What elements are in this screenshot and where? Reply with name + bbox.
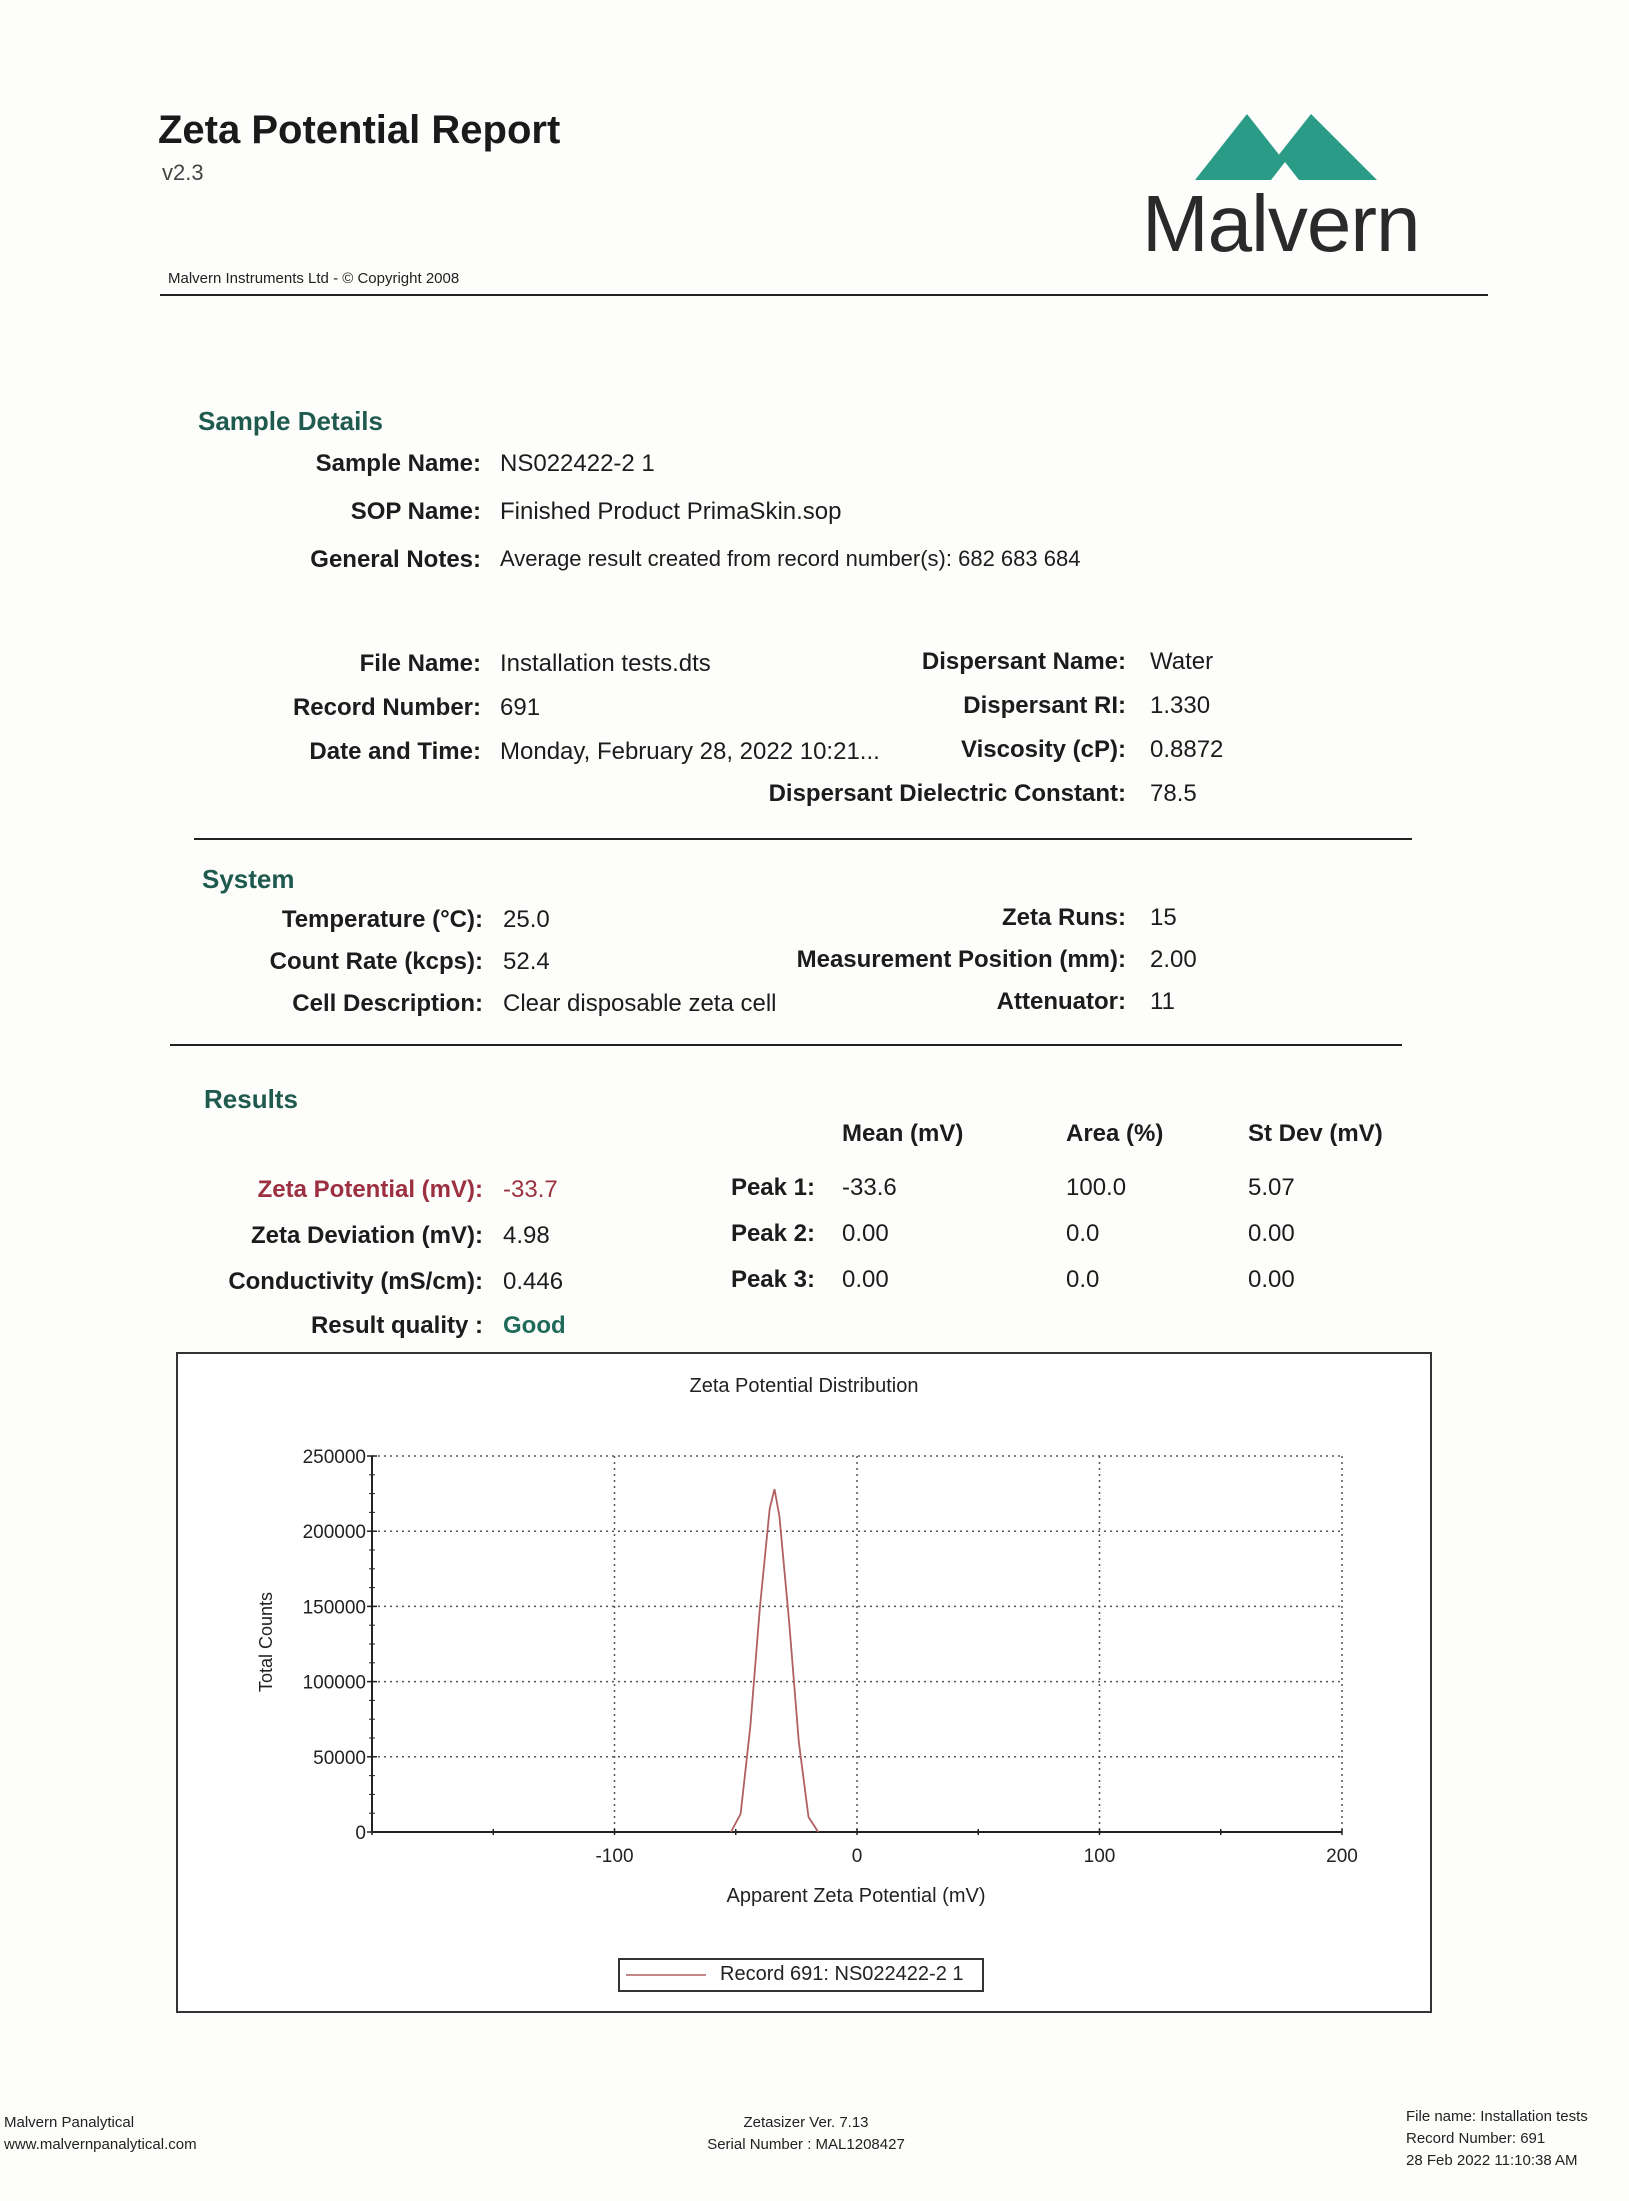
y-tick-label: 100000 [302, 1672, 366, 1694]
footer-left [4, 2112, 197, 2156]
dispersant-name-value: Water [1150, 648, 1214, 675]
general-notes-value: Average result created from record number(s): 682 683 684 [500, 546, 1081, 571]
peak-2-area: 0.0 [1066, 1220, 1100, 1247]
copyright-text: Malvern Instruments Ltd - © Copyright 2008 [168, 270, 460, 287]
footer-software-version: Zetasizer Ver. 7.13 [743, 2114, 869, 2131]
measurement-position-label: Measurement Position (mm): [796, 946, 1126, 973]
footer-website: www.malvernpanalytical.com [4, 2136, 197, 2153]
peak-2-stdev: 0.00 [1248, 1220, 1295, 1247]
record-number-value: 691 [500, 694, 541, 721]
record-number-label: Record Number: [292, 694, 481, 721]
sample-name-value: NS022422-2 1 [500, 450, 655, 477]
viscosity-label: Viscosity (cP): [961, 736, 1126, 763]
y-tick-label: 150000 [302, 1597, 366, 1619]
x-tick-label: -100 [595, 1846, 634, 1867]
sample-details-heading: Sample Details [198, 406, 383, 436]
x-tick-label: 0 [851, 1846, 863, 1867]
header-divider [160, 294, 1488, 296]
peak-1-area: 100.0 [1066, 1174, 1127, 1201]
y-tick-label: 200000 [302, 1522, 366, 1544]
zeta-potential-label: Zeta Potential (mV): [257, 1176, 483, 1203]
peak-1-mean: -33.6 [842, 1174, 897, 1201]
result-quality-value: Good [503, 1312, 566, 1339]
conductivity-label: Conductivity (mS/cm): [228, 1268, 483, 1295]
malvern-logo-icon [1195, 110, 1395, 180]
area-column-header: Area (%) [1066, 1120, 1164, 1147]
brand-name: Malvern [1142, 179, 1420, 268]
zeta-runs-value: 15 [1150, 904, 1177, 931]
footer-serial-number: Serial Number : MAL1208427 [707, 2136, 905, 2153]
dispersant-ri-value: 1.330 [1150, 692, 1211, 719]
date-time-label: Date and Time: [309, 738, 481, 765]
results-heading: Results [204, 1084, 298, 1114]
sop-name-label: SOP Name: [350, 498, 481, 525]
sop-name-value: Finished Product PrimaSkin.sop [500, 498, 842, 525]
system-divider [170, 1044, 1402, 1046]
conductivity-value: 0.446 [503, 1268, 564, 1295]
dielectric-constant-label: Dispersant Dielectric Constant: [768, 780, 1126, 807]
zeta-deviation-label: Zeta Deviation (mV): [250, 1222, 483, 1249]
zeta-potential-value: -33.7 [503, 1176, 558, 1203]
x-tick-label: 200 [1326, 1846, 1358, 1867]
temperature-label: Temperature (°C): [281, 906, 483, 933]
legend-line-swatch [626, 1973, 706, 1977]
dispersant-ri-label: Dispersant RI: [963, 692, 1126, 719]
sample-name-label: Sample Name: [315, 450, 481, 477]
footer-timestamp: 28 Feb 2022 11:10:38 AM [1406, 2152, 1578, 2169]
file-name-value: Installation tests.dts [500, 650, 711, 677]
system-heading: System [202, 864, 295, 894]
report-version: v2.3 [162, 160, 204, 185]
date-time-value: Monday, February 28, 2022 10:21... [500, 738, 880, 765]
report-title: Zeta Potential Report [158, 108, 561, 152]
measurement-position-value: 2.00 [1150, 946, 1197, 973]
peak-3-mean: 0.00 [842, 1266, 889, 1293]
dispersant-name-label: Dispersant Name: [921, 648, 1126, 675]
zeta-distribution-chart [176, 1352, 1432, 2013]
peak-3-label: Peak 3: [730, 1266, 815, 1293]
dielectric-constant-value: 78.5 [1150, 780, 1197, 807]
zeta-runs-label: Zeta Runs: [1001, 904, 1126, 931]
mean-column-header: Mean (mV) [842, 1120, 964, 1147]
result-quality-label: Result quality : [310, 1312, 483, 1339]
chart-y-axis-label: Total Counts [256, 1591, 276, 1693]
peak-3-stdev: 0.00 [1248, 1266, 1295, 1293]
series-line [731, 1489, 818, 1832]
y-tick-label: 50000 [313, 1747, 366, 1769]
legend-series-label: Record 691: NS022422-2 1 [720, 1963, 964, 1985]
y-tick-label: 250000 [302, 1447, 366, 1468]
count-rate-value: 52.4 [503, 948, 550, 975]
stdev-column-header: St Dev (mV) [1248, 1120, 1383, 1147]
footer-file-name: File name: Installation tests [1406, 2108, 1588, 2125]
viscosity-value: 0.8872 [1150, 736, 1224, 763]
peak-1-stdev: 5.07 [1248, 1174, 1295, 1201]
temperature-value: 25.0 [503, 906, 550, 933]
x-tick-label: 100 [1083, 1846, 1116, 1867]
y-tick-label: 0 [355, 1823, 366, 1844]
peak-2-mean: 0.00 [842, 1220, 889, 1247]
general-notes-label: General Notes: [310, 546, 481, 573]
sample-divider [194, 838, 1412, 840]
file-name-label: File Name: [359, 650, 481, 677]
count-rate-label: Count Rate (kcps): [269, 948, 483, 975]
footer-right [1406, 2106, 1588, 2172]
zeta-deviation-value: 4.98 [503, 1222, 550, 1249]
cell-description-label: Cell Description: [292, 990, 483, 1017]
chart-legend [618, 1958, 984, 1992]
attenuator-value: 11 [1150, 988, 1175, 1015]
cell-description-value: Clear disposable zeta cell [503, 990, 777, 1017]
footer-company: Malvern Panalytical [4, 2114, 135, 2131]
peak-1-label: Peak 1: [730, 1174, 815, 1201]
peak-2-label: Peak 2: [730, 1220, 815, 1247]
chart-title: Zeta Potential Distribution [689, 1375, 919, 1397]
footer-record-number: Record Number: 691 [1406, 2130, 1546, 2147]
chart-x-axis-label: Apparent Zeta Potential (mV) [726, 1885, 986, 1907]
footer-center [696, 2112, 916, 2156]
attenuator-label: Attenuator: [996, 988, 1126, 1015]
peak-3-area: 0.0 [1066, 1266, 1100, 1293]
